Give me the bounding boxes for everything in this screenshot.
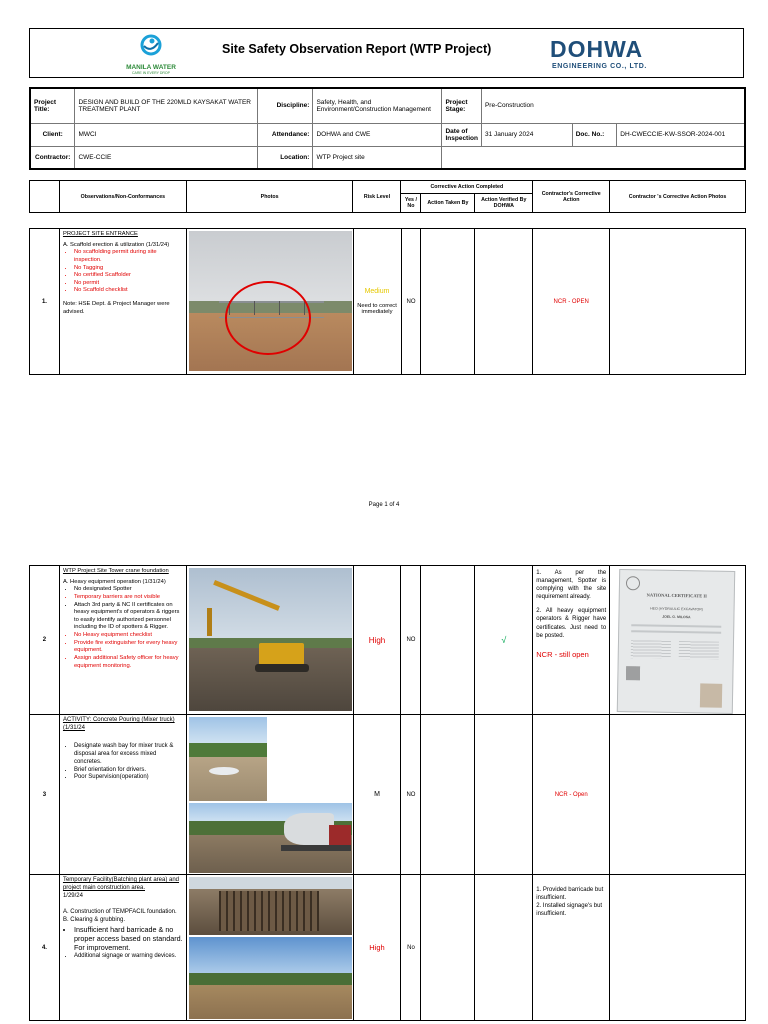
row-number: 3 (30, 715, 60, 875)
project-stage-value: Pre-Construction (481, 88, 745, 123)
photo-cell (186, 715, 353, 875)
national-certificate-photo (617, 569, 735, 714)
report-title: Site Safety Observation Report (WTP Project) (222, 42, 492, 56)
observation-bullet: • Additional signage or warning devices. (74, 953, 183, 961)
col-yes-no: Yes / No (401, 194, 421, 213)
left-logo-text: MANILA WATER (126, 64, 176, 71)
project-stage-label: Project Stage: (442, 88, 482, 123)
observation-heading: Temporary Facility(Batching plant area) and project main construction area. (62, 877, 180, 891)
wash-bay-photo (189, 717, 267, 801)
excavator-photo (189, 568, 352, 711)
doc-no-value: DH-CWECCIE-KW-SSOR-2024-001 (617, 123, 745, 146)
discipline-value: Safety, Health, and Environment/Construction Management (313, 88, 442, 123)
risk-level: High (353, 875, 401, 1021)
attendance-value: DOHWA and CWE (313, 123, 442, 146)
clearing-grubbing-photo (189, 937, 352, 1019)
observation-bullet: • Designate wash bay for mixer truck & disposal area for excess mixed concretes. (74, 743, 183, 767)
observation-bullet: • Provide fire extinguisher for every heavy equipment. (74, 640, 183, 655)
col-contractor-corrective-action: Contractor's Corrective Action (533, 181, 610, 213)
contractor-value: CWE-CCIE (75, 146, 257, 169)
highlight-circle (225, 281, 311, 355)
photo-cell (186, 229, 353, 375)
observation-bullet: • Brief orientation for drivers. (74, 767, 183, 775)
col-corrective-action-completed: Corrective Action Completed (401, 181, 533, 194)
observation-date: (1/31/24 (62, 724, 85, 731)
col-contractor-action-photos: Contractor 's Corrective Action Photos (610, 181, 746, 213)
mixer-truck-photo (189, 803, 352, 873)
observation-bullet: • No Tagging (74, 265, 183, 273)
observation-row-4 (30, 875, 746, 1021)
verified-check-icon: √ (475, 566, 533, 715)
manila-water-logo (116, 33, 186, 73)
observation-column-header (29, 180, 746, 213)
risk-level: M (353, 715, 401, 875)
project-info-table (29, 87, 746, 170)
observation-sub: A. Scaffold erection & utilization (1/31/24) (62, 241, 170, 248)
observation-bullet: • Poor Supervision(operation) (74, 774, 183, 782)
observation-cell (59, 566, 186, 715)
col-photos: Photos (186, 181, 353, 213)
date-of-inspection-label: Date of Inspection (442, 123, 482, 146)
row-number: 2 (30, 566, 60, 715)
observation-bullet: • No certified Scaffolder (74, 272, 183, 280)
photo-cell (186, 566, 353, 715)
yes-no-cell: No (401, 875, 421, 1021)
contractor-action-cell (533, 875, 610, 1021)
observation-table-page-2 (29, 565, 746, 1021)
certificate-name: JOEL G. MILOSA (662, 614, 691, 620)
yes-no-cell: NO (401, 715, 421, 875)
dohwa-logo: DOHWA (550, 36, 644, 62)
observation-row-3 (30, 715, 746, 875)
contractor-action-1: 1. Provided barricade but insufficient. (536, 887, 604, 902)
risk-note: Need to correct immediately (357, 303, 397, 315)
contractor-action-2: 2. Installed signage's but insufficient. (536, 903, 603, 918)
status-text: NCR - still open (536, 649, 589, 659)
observation-sub-b: B. Clearing & grubbing. (62, 916, 125, 923)
observation-bullet: • No Scaffold checklist (74, 287, 183, 295)
observation-heading: WTP Project Site Tower crane foundation (62, 568, 169, 574)
water-drop-icon (136, 33, 166, 59)
page-number: Page 1 of 4 (368, 502, 400, 508)
certificate-title: NATIONAL CERTIFICATE II (646, 592, 708, 599)
contractor-action-cell (533, 566, 610, 715)
observation-row-2 (30, 566, 746, 715)
seal-icon (626, 576, 640, 590)
row-number: 4. (30, 875, 60, 1021)
project-title-label: Project Title: (30, 88, 75, 123)
yes-no-cell: NO (401, 229, 421, 375)
contractor-action-2: 2. All heavy equipment operators & Rigger have certificates. Just need to be posted. (536, 608, 607, 639)
site-entrance-photo (189, 231, 352, 371)
observation-bullet: • No scaffolding permit during site inspection. (74, 249, 183, 264)
contractor-label: Contractor: (30, 146, 75, 169)
observation-bullet: • No permit (74, 280, 183, 288)
status-cell: NCR - Open (533, 715, 610, 875)
observation-cell (59, 715, 186, 875)
observation-bullet: • No Heavy equipment checklist (74, 632, 183, 640)
client-value: MWCI (75, 123, 257, 146)
date-of-inspection-value: 31 January 2024 (481, 123, 572, 146)
dohwa-logo-sub: ENGINEERING CO., LTD. (552, 63, 647, 70)
observation-heading: PROJECT SITE ENTRANCE (62, 231, 138, 237)
observation-bullet: • Assign additional Safety officer for heavy equipment monitoring. (74, 655, 183, 670)
risk-level: High (353, 566, 401, 715)
risk-level: Medium (364, 288, 390, 295)
contractor-action-1: 1. As per the management, Spotter is complying with the site requirement already. (536, 570, 607, 601)
status-cell: NCR - OPEN (533, 229, 610, 375)
qr-code-icon (626, 666, 640, 680)
row-number: 1. (30, 229, 60, 375)
photo-cell (186, 875, 353, 1021)
observation-note: Note: HSE Dept. & Project Manager were advised. (62, 301, 170, 315)
col-observations: Observations/Non-Conformances (59, 181, 186, 213)
client-label: Client: (30, 123, 75, 146)
holder-photo (700, 683, 722, 707)
observation-cell (59, 229, 186, 375)
location-label: Location: (257, 146, 313, 169)
observation-sub: A. Heavy equipment operation (1/31/24) (62, 578, 166, 585)
observation-heading: ACTIVITY: Concrete Pouring (Mixer truck) (62, 717, 175, 723)
observation-date: 1/29/24 (62, 892, 83, 899)
col-risk-level: Risk Level (353, 181, 401, 213)
observation-sub-a: A. Construction of TEMPFACIL foundation. (62, 908, 177, 915)
observation-bullet: • Insufficient hard barricade & no proper access based on standard. For improvement. (74, 925, 183, 953)
col-action-verified-by: Action Verified By DOHWA (475, 194, 533, 213)
observation-bullet: • Attach 3rd party & NC II certificates on heavy equipment's of operators & riggers to easily identify authorized personnel including the ID of spotters & Rigger. (74, 602, 183, 633)
observation-bullet: • Temporary barriers are not visible (74, 594, 183, 602)
observation-bullet: • No designated Spotter (74, 586, 183, 594)
risk-cell (353, 229, 401, 375)
yes-no-cell: NO (401, 566, 421, 715)
discipline-label: Discipline: (257, 88, 313, 123)
location-value: WTP Project site (313, 146, 442, 169)
certificate-sub: HEO (HYDRAULIC EXCAVATOR) (650, 606, 704, 612)
project-title-value: DESIGN AND BUILD OF THE 220MLD KAYSAKAT WATER TREATMENT PLANT (75, 88, 257, 123)
doc-no-label: Doc. No.: (572, 123, 617, 146)
attendance-label: Attendance: (257, 123, 313, 146)
left-logo-tagline: CARE IN EVERY DROP (132, 71, 170, 75)
col-action-taken-by: Action Taken By (421, 194, 475, 213)
observation-row-1 (29, 228, 746, 375)
observation-cell (59, 875, 186, 1021)
contractor-photo-cell (610, 566, 746, 715)
tempfacil-foundation-photo (189, 877, 352, 935)
